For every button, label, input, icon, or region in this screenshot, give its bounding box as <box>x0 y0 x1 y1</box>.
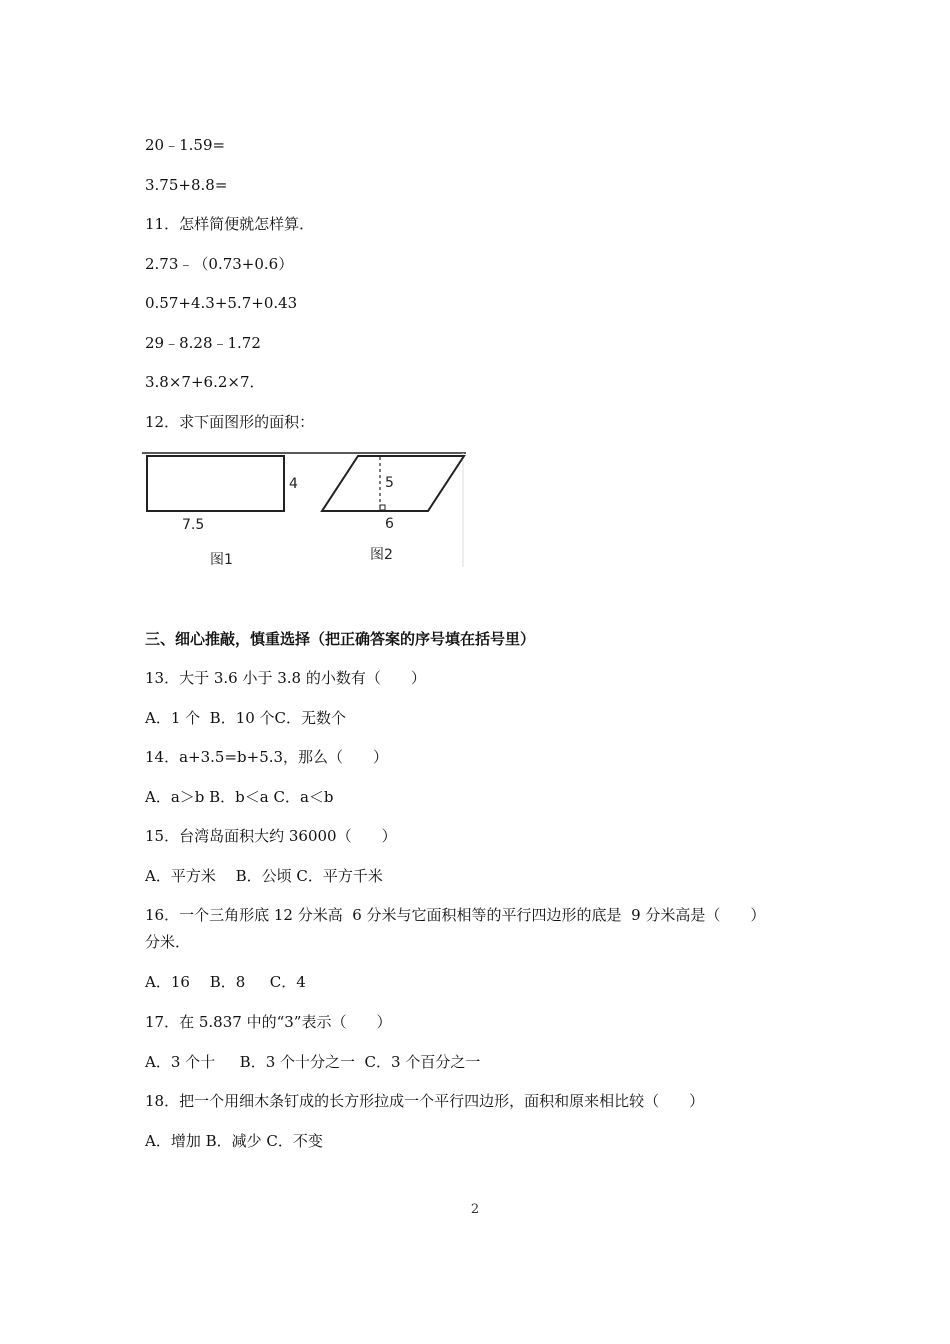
rectangle-shape <box>147 456 284 511</box>
question-14-options: A．a＞b B．b＜a C．a＜b <box>145 788 334 806</box>
figure-1-caption: 图1 <box>210 552 233 568</box>
question-17-options: A．3 个十 B．3 个十分之一 C．3 个百分之一 <box>145 1053 481 1071</box>
question-18: 18．把一个用细木条钉成的长方形拉成一个平行四边形，面积和原来相比较（ ） <box>145 1092 705 1110</box>
calc-line: 3.75+8.8= <box>145 176 228 194</box>
calc-line: 3.8×7+6.2×7． <box>145 373 265 391</box>
page-number: 2 <box>470 1202 480 1217</box>
question-15-options: A．平方米 B．公顷 C．平方千米 <box>145 867 383 885</box>
rectangle-width-label: 7.5 <box>182 517 205 533</box>
calc-line: 2.73﹣（0.73+0.6） <box>145 255 294 273</box>
question-11: 11．怎样简便就怎样算． <box>145 215 315 233</box>
question-12: 12．求下面图形的面积： <box>145 413 315 431</box>
question-16-continued: 分米． <box>145 933 191 951</box>
question-15: 15．台湾岛面积大约 36000（ ） <box>145 827 397 845</box>
question-18-options: A．增加 B．减少 C．不变 <box>145 1132 323 1150</box>
question-16: 16．一个三角形底 12 分米高 6 分米与它面积相等的平行四边形的底是 9 分米高是（ ） <box>145 906 766 924</box>
question-16-options: A．16 B．8 C．4 <box>145 973 306 991</box>
calc-line: 20﹣1.59= <box>145 136 226 154</box>
rectangle-height-label: 4 <box>289 476 298 492</box>
question-14: 14．a+3.5=b+5.3，那么（ ） <box>145 748 389 766</box>
parallelogram-base-label: 6 <box>385 516 394 532</box>
right-angle-mark <box>380 505 385 510</box>
figure-2-caption: 图2 <box>370 547 393 563</box>
question-17: 17．在 5.837 中的“3”表示（ ） <box>145 1013 392 1031</box>
section-3-heading: 三、细心推敲，慎重选择（把正确答案的序号填在括号里） <box>145 630 536 648</box>
calc-line: 0.57+4.3+5.7+0.43 <box>145 294 298 312</box>
parallelogram-height-label: 5 <box>385 475 394 491</box>
question-13-options: A．1 个 B．10 个C．无数个 <box>145 709 347 727</box>
area-figures <box>142 447 472 572</box>
question-13: 13．大于 3.6 小于 3.8 的小数有（ ） <box>145 669 426 687</box>
calc-line: 29﹣8.28﹣1.72 <box>145 334 261 352</box>
